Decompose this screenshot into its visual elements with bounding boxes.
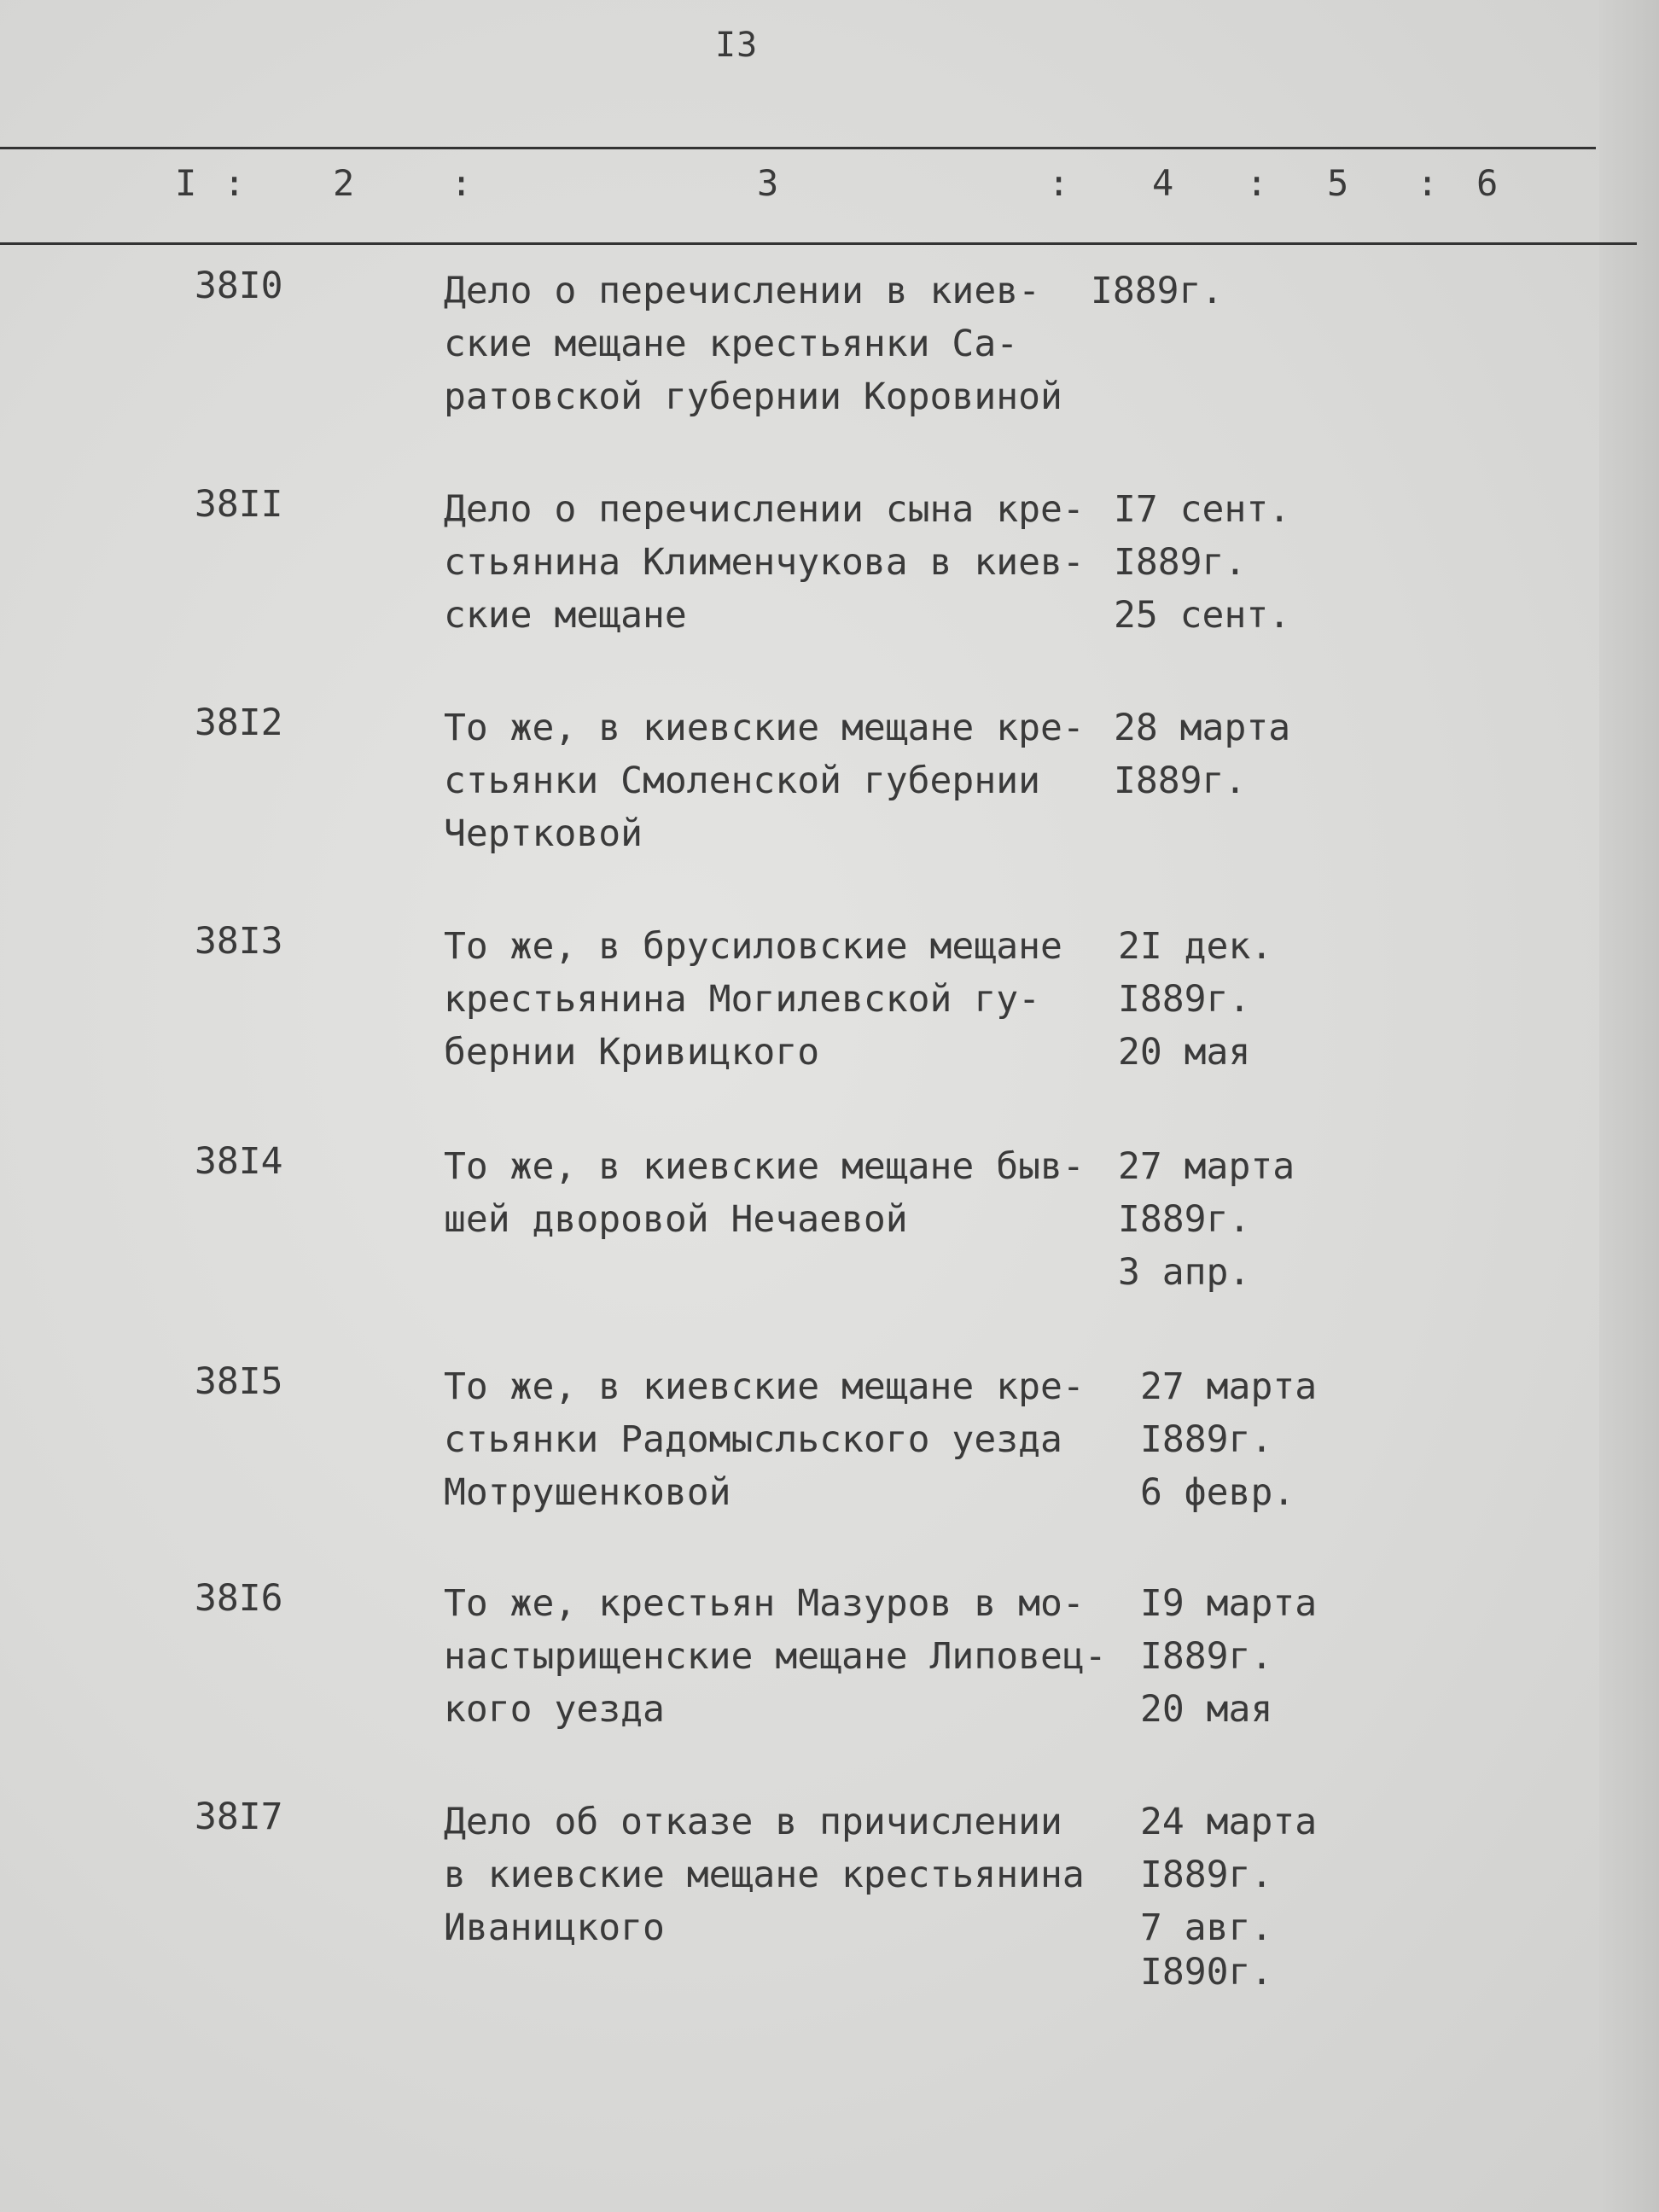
column-header-5: 5	[1327, 162, 1349, 204]
entry-description	[444, 1796, 1085, 1954]
date-line: I889г.	[1140, 1418, 1273, 1461]
entry-dates	[1140, 1796, 1318, 1994]
description-line: То же, в киевские мещане быв-	[444, 1145, 1085, 1188]
entry-dates	[1118, 1140, 1295, 1299]
entry-number: 38II	[195, 483, 283, 526]
entry-description	[444, 1577, 1107, 1736]
column-header-3: 3	[757, 162, 779, 204]
date-line: 27 марта	[1140, 1365, 1318, 1408]
header-bottom-rule	[0, 242, 1637, 245]
column-header-1: I	[175, 162, 197, 204]
column-header-6: 6	[1476, 162, 1499, 204]
date-line: 25 сент.	[1114, 594, 1291, 637]
entry-number: 38I2	[195, 701, 283, 744]
column-separator-1: :	[224, 162, 246, 204]
description-line: То же, в киевские мещане кре-	[444, 1365, 1085, 1408]
date-line: 24 марта	[1140, 1801, 1318, 1843]
column-header-4: 4	[1152, 162, 1174, 204]
column-separator-5: :	[1417, 162, 1439, 204]
entry-dates	[1114, 701, 1290, 807]
date-line: I889г.	[1140, 1854, 1273, 1896]
entry-number: 38I4	[195, 1140, 283, 1183]
column-separator-4: :	[1246, 162, 1268, 204]
date-line: 6 февр.	[1140, 1471, 1295, 1514]
description-line: Дело о перечислении в киев-	[444, 270, 1040, 312]
entry-description	[444, 701, 1085, 860]
date-line: I889г.	[1118, 1198, 1251, 1241]
date-line: 3 апр.	[1118, 1251, 1251, 1294]
description-line: ские мещане	[444, 594, 687, 637]
description-line: стьянина Клименчукова в киев-	[444, 541, 1085, 584]
description-line: Мотрушенковой	[444, 1471, 731, 1514]
entry-description	[444, 1360, 1085, 1519]
description-line: кого уезда	[444, 1688, 665, 1731]
description-line: Дело о перечислении сына кре-	[444, 488, 1085, 531]
date-line: 27 марта	[1118, 1145, 1295, 1188]
description-line: То же, в киевские мещане кре-	[444, 707, 1085, 749]
description-line: стьянки Смоленской губернии	[444, 760, 1040, 802]
description-line: ратовской губернии Коровиной	[444, 375, 1062, 418]
description-line: То же, в брусиловские мещане	[444, 925, 1062, 968]
entry-number: 38I6	[195, 1577, 283, 1620]
entry-description	[444, 483, 1085, 642]
description-line: в киевские мещане крестьянина	[444, 1854, 1085, 1896]
column-header-2: 2	[333, 162, 355, 204]
column-separator-2: :	[451, 162, 473, 204]
description-line: Иваницкого	[444, 1906, 665, 1949]
header-top-rule	[0, 147, 1596, 149]
description-line: То же, крестьян Мазуров в мо-	[444, 1582, 1085, 1625]
description-line: ские мещане крестьянки Са-	[444, 323, 1019, 365]
entry-description	[444, 920, 1062, 1079]
entry-dates	[1140, 1577, 1317, 1736]
entry-dates	[1091, 265, 1223, 317]
entry-number: 38I5	[195, 1360, 283, 1403]
entry-dates	[1118, 920, 1272, 1079]
entry-dates	[1114, 483, 1290, 642]
date-line: I9 марта	[1140, 1582, 1318, 1625]
description-line: Чертковой	[444, 812, 643, 855]
description-line: стьянки Радомысльского уезда	[444, 1418, 1062, 1461]
entry-number: 38I3	[195, 920, 283, 963]
page-edge	[1599, 0, 1659, 2212]
date-line: I7 сент.	[1114, 488, 1291, 531]
date-line: 2I дек.	[1118, 925, 1273, 968]
date-line: 20 мая	[1140, 1688, 1273, 1731]
description-line: шей дворовой Нечаевой	[444, 1198, 908, 1241]
description-line: крестьянина Могилевской гу-	[444, 978, 1040, 1021]
date-line: 7 авг.	[1140, 1906, 1273, 1949]
description-line: настырищенские мещане Липовец-	[444, 1635, 1107, 1678]
description-line: Дело об отказе в причислении	[444, 1801, 1062, 1843]
date-line: 28 марта	[1114, 707, 1291, 749]
page-number: I3	[715, 26, 759, 65]
entry-description	[444, 1140, 1085, 1246]
date-line: I889г.	[1118, 978, 1251, 1021]
entry-number: 38I7	[195, 1796, 283, 1838]
date-line: I889г.	[1140, 1635, 1273, 1678]
description-line: бернии Кривицкого	[444, 1031, 820, 1074]
date-line: I889г.	[1091, 270, 1224, 312]
entry-description	[444, 265, 1062, 423]
date-line: I890г.	[1140, 1951, 1273, 1994]
column-separator-3: :	[1048, 162, 1070, 204]
entry-dates	[1140, 1360, 1317, 1519]
entry-number: 38I0	[195, 265, 283, 307]
date-line: 20 мая	[1118, 1031, 1251, 1074]
date-line: I889г.	[1114, 541, 1247, 584]
date-line: I889г.	[1114, 760, 1247, 802]
